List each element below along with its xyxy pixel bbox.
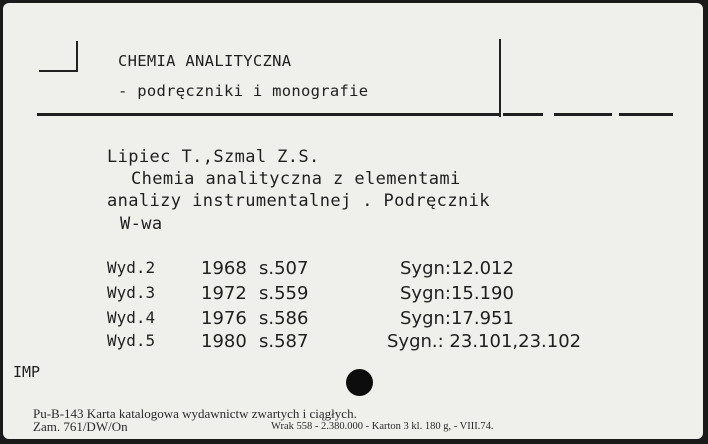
footer-print-info: Wrak 558 - 2.380.000 - Karton 3 kl. 180 g, - VIII.74. (271, 421, 494, 432)
horizontal-rule (37, 113, 499, 116)
entry-authors: Lipiec T.,Szmal Z.S. (107, 147, 320, 167)
footer-form-line: Pu-B-143 Karta katalogowa wydawnictw zwartych i ciągłych. (33, 406, 357, 421)
edition-signature: Sygn:15.190 (400, 283, 514, 304)
edition-label: Wyd.5 (107, 331, 156, 350)
edition-signature: Sygn:12.012 (400, 258, 514, 279)
edition-label: Wyd.2 (107, 258, 156, 277)
edition-year: 1976 (201, 308, 247, 329)
margin-note: IMP (13, 363, 41, 381)
vertical-rule (499, 39, 501, 117)
edition-signature: Sygn.: 23.101,23.102 (387, 331, 582, 352)
edition-pages: s.559 (259, 283, 309, 304)
edition-label: Wyd.4 (107, 308, 156, 327)
card-category-title: CHEMIA ANALITYCZNA (118, 52, 292, 70)
entry-title-line2: analizy instrumentalnej . Podręcznik (107, 191, 490, 211)
entry-place: W-wa (120, 214, 163, 234)
edition-pages: s.587 (259, 331, 309, 352)
edition-label: Wyd.3 (107, 283, 156, 302)
horizontal-rule-segment (554, 113, 612, 116)
edition-year: 1972 (201, 283, 247, 304)
catalog-card (3, 3, 703, 439)
edition-signature: Sygn:17.951 (400, 308, 514, 329)
edition-year: 1980 (201, 331, 247, 352)
corner-mark-horizontal (39, 70, 77, 72)
edition-pages: s.507 (259, 258, 309, 279)
horizontal-rule-segment (503, 113, 543, 116)
horizontal-rule-segment (619, 113, 673, 116)
punch-hole (346, 369, 373, 396)
card-category-subtitle: - podręczniki i monografie (118, 82, 369, 100)
corner-mark-vertical (76, 41, 78, 72)
edition-pages: s.586 (259, 308, 309, 329)
entry-title-line1: Chemia analityczna z elementami (131, 169, 461, 189)
footer-order-number: Zam. 761/DW/On (33, 419, 128, 434)
edition-year: 1968 (201, 258, 247, 279)
